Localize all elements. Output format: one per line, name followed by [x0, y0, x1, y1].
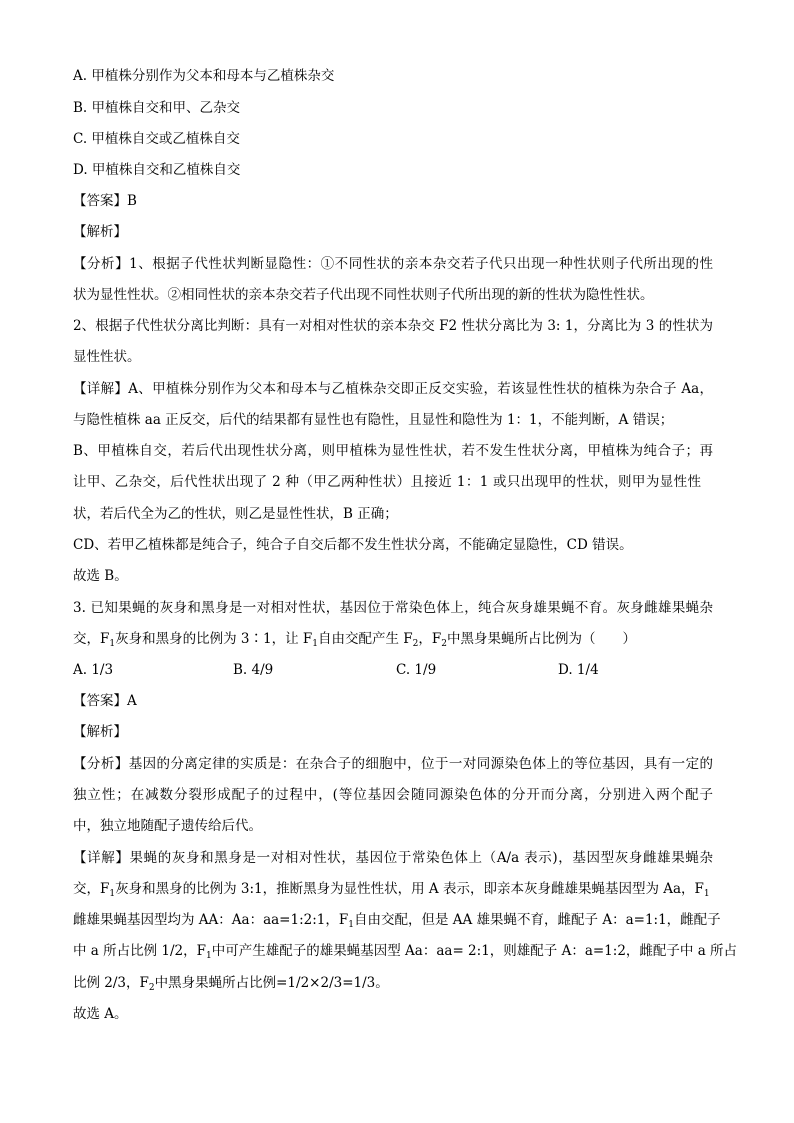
subscript: 1 [348, 920, 354, 930]
q2-option-c: C. 甲植株自交或乙植株自交 [73, 131, 240, 147]
q2-analysis-line: 2、根据子代性状分离比判断：具有一对相对性状的亲本杂交 F2 性状分离比为 3: 1，分离比为 3 的性状为 [73, 318, 713, 334]
q3-option-b: B. 4/9 [233, 662, 274, 678]
q2-detail-line: 让甲、乙杂交，后代性状出现了 2 种（甲乙两种性状）且接近 1：1 或只出现甲的性状，则甲为显性性 [73, 474, 701, 490]
q3-analysis-line: 独立性；在减数分裂形成配子的过程中，(等位基因会随同源染色体的分开而分离，分别进入两个配子 [73, 787, 713, 803]
q3-detail-line [73, 973, 389, 993]
subscript: 2 [148, 983, 155, 993]
q3-option-d: D. 1/4 [558, 662, 599, 678]
q3-detail-text: 灰身和黑身的比例为 3:1，推断黑身为显性性状，用 A 表示，即亲本灰身雌雄果蝇基因型为 Aa，F [115, 881, 704, 897]
q3-detail-line [73, 879, 710, 899]
subscript: 1 [109, 889, 116, 899]
subscript: 1 [703, 889, 710, 899]
q3-detail-text: 雌雄果蝇基因型均为 AA：Aa：aa=1:2:1，F [73, 912, 349, 928]
q3-detail-text: 比例 2/3，F [73, 975, 149, 991]
q3-analysis-line: 中，独立地随配子遗传给后代。 [73, 818, 262, 834]
q3-analysis-line: 【分析】基因的分离定律的实质是：在杂合子的细胞中，位于一对同源染色体上的等位基因，具有一定的 [73, 756, 713, 772]
q2-option-b: B. 甲植株自交和甲、乙杂交 [73, 100, 241, 116]
q2-conclusion: 故选 B。 [73, 568, 128, 584]
q3-detail-line [73, 941, 737, 961]
subscript: 2 [412, 639, 419, 649]
q2-analysis-line: 状为显性性状。②相同性状的亲本杂交若子代出现不同性状则子代所出现的新的性状为隐性性状。 [73, 287, 654, 303]
q2-option-a: A. 甲植株分别作为父本和母本与乙植株杂交 [73, 68, 335, 84]
q3-detail-text: 中黑身果蝇所占比例=1/2×2/3=1/3。 [154, 975, 389, 991]
q2-option-d: D. 甲植株自交和乙植株自交 [73, 162, 241, 178]
subscript: 1 [109, 639, 116, 649]
q3-stem-line [73, 629, 636, 649]
q3-option-a: A. 1/3 [73, 662, 114, 678]
q3-stem-text: ，F [418, 631, 442, 647]
q3-stem-line: 3. 已知果蝇的灰身和黑身是一对相对性状，基因位于常染色体上，纯合灰身雄果蝇不育。灰身雌雄果蝇杂 [73, 600, 713, 616]
subscript: 2 [441, 639, 447, 649]
subscript: 1 [206, 951, 212, 961]
q2-detail-line: B、甲植株自交，若后代出现性状分离，则甲植株为显性性状，若不发生性状分离，甲植株为纯合子；再 [73, 443, 713, 459]
q3-analysis-heading: 【解析】 [73, 724, 127, 740]
q3-detail-line: 【详解】果蝇的灰身和黑身是一对相对性状，基因位于常染色体上（A/a 表示)，基因型灰身雌雄果蝇杂 [73, 850, 713, 866]
q3-option-c: C. 1/9 [396, 662, 437, 678]
q3-stem-text: 灰身和黑身的比例为 3∶1，让 F [115, 631, 313, 647]
q3-stem-text: 自由交配产生 F [317, 631, 413, 647]
subscript: 1 [312, 639, 318, 649]
q2-detail-line: CD、若甲乙植株都是纯合子，纯合子自交后都不发生性状分离，不能确定显隐性，CD 错误。 [73, 537, 633, 553]
q3-stem-text: 中黑身果蝇所占比例为（ ） [447, 631, 636, 647]
q2-detail-line: 状，若后代全为乙的性状，则乙是显性性状，B 正确； [73, 506, 398, 522]
q2-answer: 【答案】B [73, 193, 137, 209]
q3-answer: 【答案】A [73, 693, 137, 709]
q3-detail-line [73, 910, 721, 930]
q2-analysis-line: 【分析】1、根据子代性状判断显隐性：①不同性状的亲本杂交若子代只出现一种性状则子代所出现的性 [73, 256, 713, 272]
q3-detail-text: 自由交配，但是 AA 雄果蝇不育，雌配子 A：a=1:1，雌配子 [353, 912, 721, 928]
q2-analysis-heading: 【解析】 [73, 224, 127, 240]
q3-detail-text: 中可产生雄配子的雄果蝇基因型 Aa：aa= 2:1，则雄配子 A：a=1:2，雌配子中 a 所占 [211, 943, 738, 959]
q2-detail-line: 与隐性植株 aa 正反交，后代的结果都有显性也有隐性，且显性和隐性为 1：1，不能判断，A 错误； [73, 412, 674, 428]
q2-analysis-line: 显性性状。 [73, 349, 141, 365]
q3-detail-text: 交，F [73, 881, 110, 897]
q3-stem-text: 交，F [73, 631, 110, 647]
q3-conclusion: 故选 A。 [73, 1006, 128, 1022]
q2-detail-line: 【详解】A、甲植株分别作为父本和母本与乙植株杂交即正反交实验，若该显性性状的植株为杂合子 Aa， [73, 381, 713, 397]
q3-detail-text: 中 a 所占比例 1/2，F [73, 943, 207, 959]
